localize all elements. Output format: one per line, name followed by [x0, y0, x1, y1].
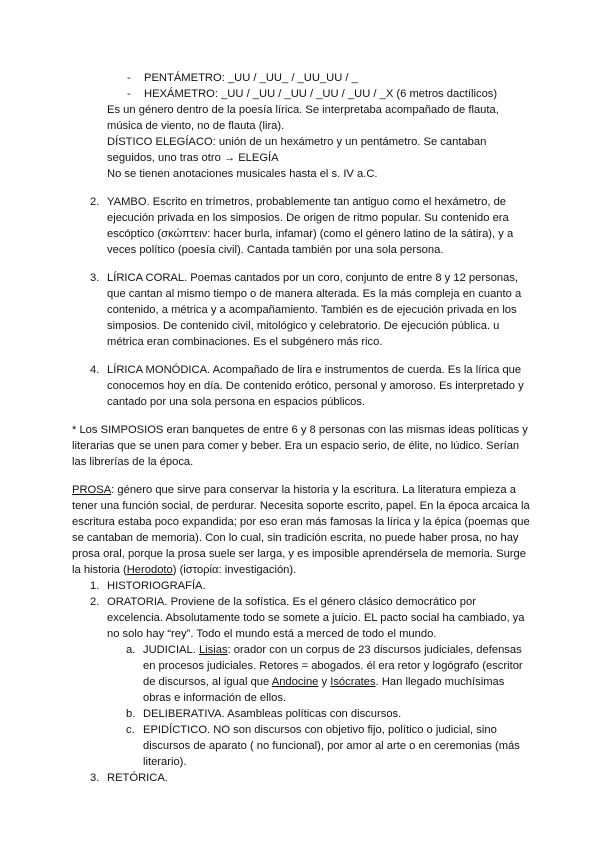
text-line: * Los SIMPOSIOS eran banquetes de entre 6 y 8 personas con las mismas ideas políticas y [72, 424, 528, 436]
text-line: : orador con un corpus de 23 discursos judiciales, defensas [227, 644, 522, 656]
list-number: 4. [90, 364, 100, 376]
text-line: simposios. De contenido civil, mitológico y celebratorio. De ejecución pública. u [107, 320, 500, 332]
text-line: seguidos, uno tras otro → ELEGÍA [107, 152, 279, 164]
text-line: cantado por una sola persona en espacios públicos. [107, 396, 366, 408]
text-line: ) (ἱστορία: investigación). [172, 564, 297, 576]
text-line: métrica eran combinaciones. Es el subgénero más rico. [107, 336, 383, 348]
text-line: RETÓRICA. [107, 772, 168, 784]
text-line: LÍRICA CORAL. Poemas cantados por un coro, conjunto de entre 8 y 12 personas, [107, 272, 519, 284]
prosa-heading: PROSA [72, 484, 112, 496]
text-line: las librerías de la época. [72, 456, 194, 468]
text-line: No se tienen anotaciones musicales hasta el s. IV a.C. [107, 168, 378, 180]
text-line: y [318, 676, 331, 688]
list-marker: - [127, 72, 131, 84]
lisias-link: Lisias [198, 644, 228, 656]
text-line: ejecución privada en los simposios. De origen de ritmo popular. Su contenido era [107, 212, 509, 224]
text-line: escóptico (σκώπτειν: hacer burla, infamar) (como el género latino de la sátira), y a [107, 228, 514, 240]
hexametro-line: HEXÁMETRO: _UU / _UU / _UU / _UU / _UU / _X (6 metros dactílicos) [144, 88, 498, 100]
text-line: : género que sirve para conservar la historia y la escritura. La literatura empieza a [111, 484, 516, 496]
judicial-line [143, 674, 504, 690]
list-letter: a. [126, 644, 136, 656]
text-line: prosa oral, porque la prosa suele ser larga, y es imposible aprendérsela de memoria. Surge [72, 548, 526, 560]
text-line: LÍRICA MONÓDICA. Acompañado de lira e instrumentos de cuerda. Es la lírica que [107, 364, 522, 376]
text-line: música de viento, no de flauta (lira). [107, 120, 285, 132]
text-line: veces político (poesía civil). Cantada también por una sola persona. [107, 244, 444, 256]
text-line: la historia ( [72, 564, 127, 576]
text-line: DELIBERATIVA. Asambleas políticas con discursos. [143, 708, 402, 720]
andocine-link: Andocine [271, 676, 319, 688]
text-line: de discursos, al igual que [143, 676, 272, 688]
text-line: discursos de aparato ( no funcional), por amor al arte o en ceremonias (más [143, 740, 520, 752]
text-line: conocemos hoy en día. De contenido erótico, personal y amoroso. Es interpretado y [107, 380, 524, 392]
text-line: literario). [143, 756, 187, 768]
text-line: se cantaban de memoria). Con lo cual, sin tradición escrita, no puede haber prosa, no hay [72, 532, 519, 544]
prosa-last-line [72, 562, 296, 578]
text-line: no solo hay “rey”. Todo el mundo está a merced de todo el mundo. [107, 628, 437, 640]
isocrates-link: Isócrates [330, 676, 376, 688]
list-number: 2. [90, 596, 100, 608]
text-line: literarias que se unen para comer y beber. Era un espacio serio, de élite, no lúdico. Serían [72, 440, 520, 452]
list-letter: c. [126, 724, 135, 736]
text-line: excelencia. Absolutamente todo se somete a juicio. EL pacto social ha cambiado, ya [107, 612, 525, 624]
list-letter: b. [126, 708, 136, 720]
text-line: JUDICIAL. [143, 644, 199, 656]
text-line: obras e información de ellos. [143, 692, 287, 704]
herodoto-link: Herodoto [126, 564, 173, 576]
list-marker: - [127, 88, 131, 100]
list-number: 2. [90, 196, 100, 208]
text-line: en procesos judiciales. Retores = abogados. él era retor y logógrafo (escritor [143, 660, 523, 672]
text-line: ORATORIA. Proviene de la sofística. Es el género clásico democrático por [107, 596, 476, 608]
text-line: escritura estaba poco expandida; por eso eran más famosas la lírica y la épica (poemas que [72, 516, 530, 528]
text-line: DÍSTICO ELEGÍACO: unión de un hexámetro y un pentámetro. Se cantaban [107, 136, 487, 148]
judicial-line [143, 642, 522, 658]
text-line: Es un género dentro de la poesía lírica. Se interpretaba acompañado de flauta, [107, 104, 499, 116]
text-line: que cantan al mismo tiempo o de manera alterada. Es la más compleja en cuanto a [107, 288, 522, 300]
list-number: 1. [90, 580, 100, 592]
prosa-first-line [72, 482, 516, 498]
text-line: HISTORIOGRAFÍA. [107, 580, 206, 592]
list-number: 3. [90, 772, 100, 784]
text-line: EPIDÍCTICO. NO son discursos con objetivo fijo, político o judicial, sino [143, 724, 497, 736]
text-line: . Han llegado muchísimas [375, 676, 505, 688]
text-line: tener una función social, de perdurar. Necesita soporte escrito, papel. En la época arcaica la [72, 500, 530, 512]
text-line: YAMBO. Escrito en trímetros, probablemente tan antiguo como el hexámetro, de [107, 196, 507, 208]
pentametro-line: PENTÁMETRO: _UU / _UU_ / _UU_UU / _ [144, 72, 358, 84]
text-line: contenido, a métrica y a acompañamiento. También es de ejecución privada en los [107, 304, 517, 316]
list-number: 3. [90, 272, 100, 284]
